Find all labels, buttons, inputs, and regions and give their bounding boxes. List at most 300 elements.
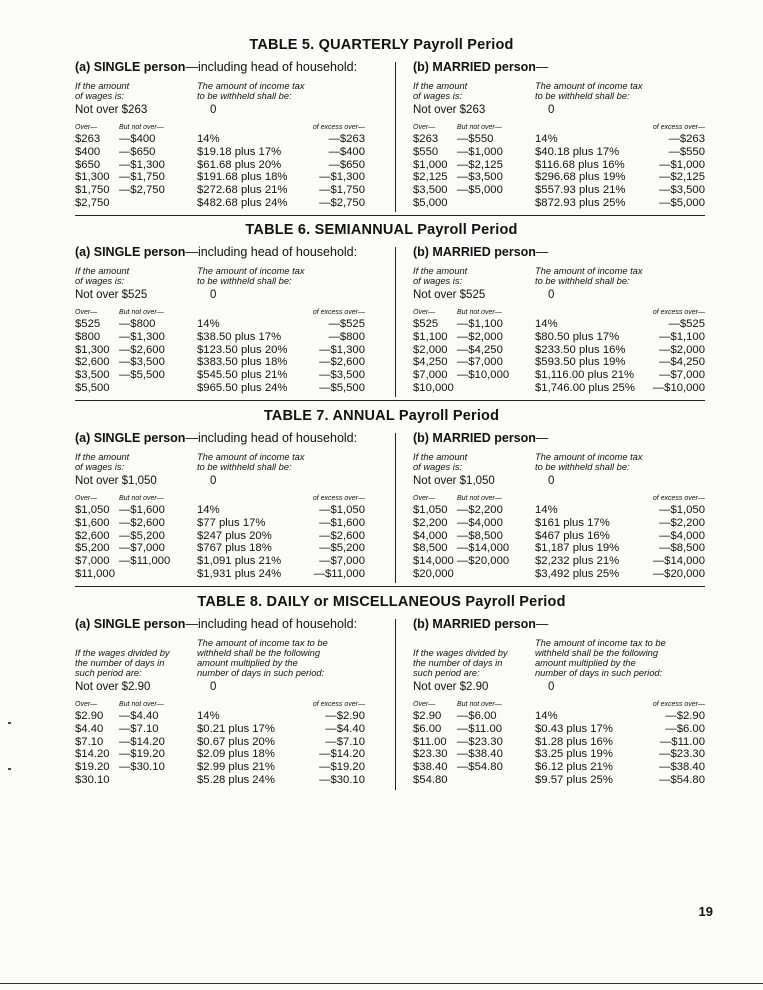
cell-not-over: —$38.40 — [457, 748, 503, 761]
cell-not-over: —$6.00 — [457, 710, 497, 722]
cell-tax: 14% — [197, 504, 220, 516]
cell-not-over: —$7,000 — [119, 542, 165, 555]
section-title — [413, 245, 705, 261]
single-section — [75, 60, 365, 210]
cell-over: $19.20 — [75, 761, 110, 774]
table-row — [75, 184, 365, 197]
table-title: TABLE 6. SEMIANNUAL Payroll Period — [245, 222, 518, 238]
section-title-bold: (b) MARRIED person — [413, 617, 536, 631]
cell-tax: $2.09 plus 18% — [197, 748, 275, 761]
cell-excess-over: —$30.10 — [319, 773, 365, 786]
table-row — [413, 356, 705, 369]
section-rule — [75, 586, 705, 587]
table-title: TABLE 7. ANNUAL Payroll Period — [263, 408, 500, 424]
cell-excess-over: —$2,750 — [319, 196, 365, 209]
table-row — [75, 748, 365, 761]
cell-over: $400 — [75, 145, 101, 158]
cell-not-over: —$54.80 — [457, 761, 503, 774]
cell-tax: $38.50 plus 17% — [197, 330, 282, 343]
cell-tax: $1,931 plus 24% — [197, 567, 282, 580]
col-excess-over: of excess over— — [652, 495, 705, 502]
cell-tax: $80.50 plus 17% — [535, 330, 620, 343]
cell-over: $7,000 — [75, 555, 110, 568]
table-row — [75, 197, 365, 210]
col-excess-over: of excess over— — [312, 124, 365, 131]
table-row — [75, 710, 365, 723]
wages-heading: If the amount of wages is: — [413, 81, 468, 101]
table-title: TABLE 8. DAILY or MISCELLANEOUS Payroll Period — [197, 594, 566, 610]
table-row — [413, 748, 705, 761]
section-title-bold: (a) SINGLE person — [75, 60, 186, 74]
cell-tax: $593.50 plus 19% — [535, 356, 626, 369]
not-over-row — [75, 104, 365, 119]
wages-heading: If the wages divided by the number of days in such period are: — [413, 648, 508, 678]
table-row — [75, 530, 365, 543]
cell-tax: $3.25 plus 19% — [535, 748, 613, 761]
col-over: Over— — [413, 495, 436, 502]
table-row — [75, 736, 365, 749]
not-over-amount: 0 — [548, 681, 555, 693]
cell-tax: 14% — [535, 318, 558, 330]
cell-tax: $19.18 plus 17% — [197, 145, 282, 158]
cell-excess-over: —$14.20 — [319, 748, 365, 761]
cell-over: $550 — [413, 145, 439, 158]
cell-excess-over: —$1,000 — [659, 158, 705, 171]
cell-not-over: —$4.40 — [119, 710, 159, 722]
col-excess-over: of excess over— — [652, 124, 705, 131]
column-intro — [75, 450, 365, 472]
table-row — [413, 331, 705, 344]
col-excess-over: of excess over— — [312, 495, 365, 502]
col-not-over: But not over— — [457, 309, 502, 316]
cell-over: $7.10 — [75, 735, 104, 748]
cell-over: $20,000 — [413, 567, 454, 580]
not-over-amount: 0 — [210, 289, 217, 301]
cell-over: $4.40 — [75, 722, 104, 735]
column-intro — [75, 636, 365, 678]
cell-excess-over: —$650 — [328, 158, 365, 171]
cell-tax: $767 plus 18% — [197, 542, 272, 555]
cell-tax: $482.68 plus 24% — [197, 196, 288, 209]
cell-tax: $3,492 plus 25% — [535, 567, 620, 580]
cell-over: $263 — [75, 133, 101, 145]
table-row — [75, 542, 365, 555]
single-section — [75, 245, 365, 395]
tax-heading: The amount of income tax to be withheld shall be: — [535, 81, 643, 101]
section-title-bold: (a) SINGLE person — [75, 617, 186, 631]
cell-over: $2,600 — [75, 529, 110, 542]
not-over-label: Not over $525 — [413, 289, 486, 301]
cell-tax: $191.68 plus 18% — [197, 171, 288, 184]
section-title — [413, 60, 705, 76]
wages-heading: If the amount of wages is: — [75, 266, 130, 286]
cell-excess-over: —$3,500 — [319, 369, 365, 382]
cell-tax: $6.12 plus 21% — [535, 761, 613, 774]
col-not-over: But not over— — [457, 124, 502, 131]
table-row — [75, 504, 365, 517]
married-section — [413, 431, 705, 581]
cell-not-over: —$5,500 — [119, 369, 165, 382]
cell-tax: 14% — [535, 504, 558, 516]
cell-excess-over: —$54.80 — [659, 773, 705, 786]
wages-heading: If the amount of wages is: — [413, 452, 468, 472]
table-row — [75, 555, 365, 568]
col-not-over: But not over— — [119, 701, 164, 708]
cell-excess-over: —$4.40 — [325, 722, 365, 735]
cell-tax: $1,746.00 plus 25% — [535, 381, 635, 394]
cell-not-over: —$550 — [457, 133, 494, 145]
not-over-row — [413, 289, 705, 304]
cell-tax: 14% — [197, 133, 220, 145]
cell-over: $1,050 — [75, 504, 110, 516]
table-row — [413, 761, 705, 774]
cell-excess-over: —$38.40 — [659, 761, 705, 774]
cell-excess-over: —$11.00 — [659, 735, 705, 748]
section-title-rest: —including head of household: — [185, 245, 358, 259]
table-row — [413, 774, 705, 787]
cell-over: $38.40 — [413, 761, 448, 774]
cell-not-over: —$20,000 — [457, 555, 510, 568]
cell-excess-over: —$5,200 — [319, 542, 365, 555]
col-not-over: But not over— — [457, 701, 502, 708]
cell-not-over: —$3,500 — [119, 356, 165, 369]
cell-tax: $77 plus 17% — [197, 516, 266, 529]
cell-excess-over: —$11,000 — [313, 567, 365, 580]
table-row — [75, 356, 365, 369]
section-title — [413, 431, 705, 447]
cell-not-over: —$2,000 — [457, 330, 503, 343]
section-title-rest: — — [535, 245, 549, 259]
section-rule — [75, 215, 705, 216]
cell-not-over: —$2,750 — [119, 184, 165, 197]
table-row — [413, 555, 705, 568]
cell-tax: $0.43 plus 17% — [535, 722, 613, 735]
cell-over: $1,000 — [413, 158, 448, 171]
cell-over: $54.80 — [413, 773, 448, 786]
cell-not-over: —$1,300 — [119, 158, 165, 171]
single-section — [75, 617, 365, 787]
cell-not-over: —$2,125 — [457, 158, 503, 171]
section-title-rest: — — [535, 431, 549, 445]
cell-over: $14.20 — [75, 748, 110, 761]
not-over-label: Not over $1,050 — [413, 475, 495, 487]
cell-excess-over: —$2,600 — [319, 529, 365, 542]
section-title — [413, 617, 705, 633]
cell-tax: $9.57 plus 25% — [535, 773, 613, 786]
tax-heading: The amount of income tax to be withheld shall be the following amount multiplied by the number of days in such period: — [535, 638, 666, 678]
cell-over: $1,300 — [75, 343, 110, 356]
cell-over: $1,750 — [75, 184, 110, 197]
table-row — [75, 171, 365, 184]
cell-tax: $557.93 plus 21% — [535, 184, 626, 197]
table-row — [75, 159, 365, 172]
cell-over: $1,300 — [75, 171, 110, 184]
table-row — [75, 133, 365, 146]
cell-tax: $61.68 plus 20% — [197, 158, 282, 171]
cell-excess-over: —$6.00 — [665, 722, 705, 735]
cell-excess-over: —$525 — [328, 318, 365, 330]
not-over-row — [413, 681, 705, 696]
section-title — [75, 60, 365, 76]
scan-mark — [8, 768, 11, 770]
cell-tax: 14% — [535, 133, 558, 145]
cell-over: $2,600 — [75, 356, 110, 369]
not-over-row — [75, 475, 365, 490]
table-row — [75, 723, 365, 736]
table-row — [413, 318, 705, 331]
cell-over: $2,125 — [413, 171, 448, 184]
cell-over: $14,000 — [413, 555, 454, 568]
column-headers — [75, 701, 365, 710]
cell-over: $6.00 — [413, 722, 442, 735]
table-row — [413, 171, 705, 184]
section-title-bold: (a) SINGLE person — [75, 245, 186, 259]
cell-tax: $2,232 plus 21% — [535, 555, 620, 568]
cell-over: $4,250 — [413, 356, 448, 369]
cell-over: $1,600 — [75, 516, 110, 529]
cell-not-over: —$400 — [119, 133, 156, 145]
cell-tax: 14% — [535, 710, 558, 722]
cell-tax: $467 plus 16% — [535, 529, 610, 542]
section-title — [75, 431, 365, 447]
married-section — [413, 245, 705, 395]
table-row — [413, 723, 705, 736]
cell-excess-over: —$800 — [328, 330, 365, 343]
cell-not-over: —$650 — [119, 145, 156, 158]
table-row — [413, 369, 705, 382]
not-over-amount: 0 — [548, 289, 555, 301]
column-intro — [413, 636, 705, 678]
table-row — [413, 197, 705, 210]
cell-excess-over: —$8,500 — [659, 542, 705, 555]
table-row — [413, 530, 705, 543]
cell-excess-over: —$550 — [668, 145, 705, 158]
not-over-amount: 0 — [548, 475, 555, 487]
col-over: Over— — [413, 309, 436, 316]
section-title-rest: —including head of household: — [185, 431, 358, 445]
table-row — [413, 504, 705, 517]
not-over-amount: 0 — [210, 475, 217, 487]
cell-tax: $1,116.00 plus 21% — [535, 369, 635, 382]
single-section — [75, 431, 365, 581]
table-row — [75, 146, 365, 159]
cell-excess-over: —$5,500 — [319, 381, 365, 394]
column-intro — [413, 264, 705, 286]
table-row — [413, 159, 705, 172]
cell-tax: $0.21 plus 17% — [197, 722, 275, 735]
cell-over: $650 — [75, 158, 101, 171]
not-over-row — [413, 475, 705, 490]
table-row — [75, 369, 365, 382]
table-row — [75, 761, 365, 774]
cell-over: $8,500 — [413, 542, 448, 555]
cell-excess-over: —$19.20 — [319, 761, 365, 774]
cell-not-over: —$7.10 — [119, 722, 159, 735]
cell-not-over: —$1,750 — [119, 171, 165, 184]
cell-excess-over: —$7.10 — [325, 735, 365, 748]
cell-over: $1,100 — [413, 330, 448, 343]
col-not-over: But not over— — [119, 124, 164, 131]
bottom-rule — [0, 983, 763, 984]
section-title-bold: (a) SINGLE person — [75, 431, 186, 445]
cell-excess-over: —$2.90 — [665, 710, 705, 722]
cell-over: $3,500 — [75, 369, 110, 382]
table-row — [413, 344, 705, 357]
cell-not-over: —$14.20 — [119, 735, 165, 748]
cell-not-over: —$11,000 — [119, 555, 171, 568]
column-headers — [413, 124, 705, 133]
cell-tax: $1,187 plus 19% — [535, 542, 620, 555]
cell-not-over: —$8,500 — [457, 529, 503, 542]
cell-not-over: —$2,200 — [457, 504, 503, 516]
cell-excess-over: —$14,000 — [652, 555, 705, 568]
cell-over: $5,200 — [75, 542, 110, 555]
not-over-amount: 0 — [548, 104, 555, 116]
column-intro — [75, 264, 365, 286]
cell-not-over: —$2,600 — [119, 343, 165, 356]
cell-excess-over: —$525 — [668, 318, 705, 330]
cell-tax: $1.28 plus 16% — [535, 735, 613, 748]
cell-excess-over: —$2.90 — [325, 710, 365, 722]
cell-excess-over: —$263 — [328, 133, 365, 145]
cell-over: $5,500 — [75, 381, 110, 394]
cell-over: $10,000 — [413, 381, 454, 394]
col-over: Over— — [75, 701, 98, 708]
section-title-rest: — — [535, 60, 549, 74]
table-row — [75, 568, 365, 581]
cell-tax: $233.50 plus 16% — [535, 343, 626, 356]
section-title-bold: (b) MARRIED person — [413, 60, 536, 74]
cell-excess-over: —$7,000 — [319, 555, 365, 568]
table-row — [413, 517, 705, 530]
section-title-bold: (b) MARRIED person — [413, 245, 536, 259]
cell-over: $3,500 — [413, 184, 448, 197]
cell-excess-over: —$2,125 — [659, 171, 705, 184]
cell-tax: $116.68 plus 16% — [535, 158, 625, 171]
cell-not-over: —$19.20 — [119, 748, 165, 761]
column-intro — [75, 79, 365, 101]
column-divider — [395, 433, 396, 583]
cell-excess-over: —$1,750 — [319, 184, 365, 197]
table-row — [75, 774, 365, 787]
col-excess-over: of excess over— — [652, 701, 705, 708]
cell-over: $525 — [413, 318, 439, 330]
section-rule — [75, 400, 705, 401]
table-title: TABLE 5. QUARTERLY Payroll Period — [249, 37, 514, 53]
section-title-rest: —including head of household: — [185, 60, 358, 74]
cell-not-over: —$14,000 — [457, 542, 510, 555]
column-divider — [395, 247, 396, 397]
cell-excess-over: —$5,000 — [659, 196, 705, 209]
section-title-bold: (b) MARRIED person — [413, 431, 536, 445]
not-over-label: Not over $1,050 — [75, 475, 157, 487]
wages-heading: If the amount of wages is: — [75, 81, 130, 101]
married-section — [413, 60, 705, 210]
cell-tax: $2.99 plus 21% — [197, 761, 275, 774]
page-number: 19 — [698, 904, 713, 919]
column-intro — [413, 450, 705, 472]
cell-tax: $123.50 plus 20% — [197, 343, 288, 356]
cell-not-over: —$3,500 — [457, 171, 503, 184]
tax-heading: The amount of income tax to be withheld shall be: — [197, 266, 305, 286]
cell-over: $11,000 — [75, 567, 115, 580]
cell-excess-over: —$263 — [668, 133, 705, 145]
cell-excess-over: —$1,100 — [659, 330, 705, 343]
cell-not-over: —$2,600 — [119, 516, 165, 529]
cell-not-over: —$7,000 — [457, 356, 503, 369]
wages-heading: If the amount of wages is: — [413, 266, 468, 286]
cell-over: $1,050 — [413, 504, 448, 516]
cell-excess-over: —$23.30 — [659, 748, 705, 761]
cell-excess-over: —$1,050 — [319, 504, 365, 516]
not-over-row — [75, 289, 365, 304]
cell-not-over: —$1,600 — [119, 504, 165, 516]
cell-tax: $545.50 plus 21% — [197, 369, 288, 382]
col-not-over: But not over— — [457, 495, 502, 502]
table-row — [413, 568, 705, 581]
col-not-over: But not over— — [119, 495, 164, 502]
not-over-amount: 0 — [210, 681, 217, 693]
cell-not-over: —$5,200 — [119, 529, 165, 542]
tax-heading: The amount of income tax to be withheld shall be: — [197, 452, 305, 472]
cell-over: $5,000 — [413, 196, 448, 209]
section-title — [75, 245, 365, 261]
col-excess-over: of excess over— — [312, 309, 365, 316]
cell-excess-over: —$2,000 — [659, 343, 705, 356]
married-section — [413, 617, 705, 787]
column-headers — [413, 701, 705, 710]
cell-not-over: —$5,000 — [457, 184, 503, 197]
col-over: Over— — [413, 124, 436, 131]
col-over: Over— — [413, 701, 436, 708]
cell-tax: $161 plus 17% — [535, 516, 610, 529]
table-row — [413, 710, 705, 723]
cell-not-over: —$800 — [119, 318, 156, 330]
not-over-label: Not over $2.90 — [75, 681, 151, 693]
cell-tax: $383.50 plus 18% — [197, 356, 288, 369]
table-row — [413, 736, 705, 749]
table-row — [75, 344, 365, 357]
cell-excess-over: —$400 — [328, 145, 365, 158]
section-title-rest: —including head of household: — [185, 617, 358, 631]
cell-tax: $272.68 plus 21% — [197, 184, 288, 197]
cell-over: $2,200 — [413, 516, 448, 529]
cell-excess-over: —$10,000 — [652, 381, 705, 394]
cell-excess-over: —$1,300 — [319, 343, 365, 356]
cell-tax: $872.93 plus 25% — [535, 196, 626, 209]
cell-not-over: —$30.10 — [119, 761, 165, 774]
tax-heading: The amount of income tax to be withheld shall be: — [197, 81, 305, 101]
cell-over: $2,000 — [413, 343, 448, 356]
cell-not-over: —$11.00 — [457, 722, 503, 735]
wages-heading: If the wages divided by the number of days in such period are: — [75, 648, 170, 678]
cell-excess-over: —$2,600 — [319, 356, 365, 369]
cell-over: $800 — [75, 330, 101, 343]
cell-not-over: —$1,300 — [119, 330, 165, 343]
cell-over: $2,750 — [75, 196, 110, 209]
table-row — [75, 382, 365, 395]
col-over: Over— — [75, 124, 98, 131]
table-row — [413, 184, 705, 197]
tax-heading: The amount of income tax to be withheld shall be: — [535, 266, 643, 286]
cell-tax: $40.18 plus 17% — [535, 145, 620, 158]
column-intro — [413, 79, 705, 101]
cell-over: $263 — [413, 133, 439, 145]
tax-heading: The amount of income tax to be withheld shall be: — [535, 452, 643, 472]
cell-tax: $1,091 plus 21% — [197, 555, 282, 568]
cell-not-over: —$1,000 — [457, 145, 503, 158]
cell-over: $23.30 — [413, 748, 448, 761]
